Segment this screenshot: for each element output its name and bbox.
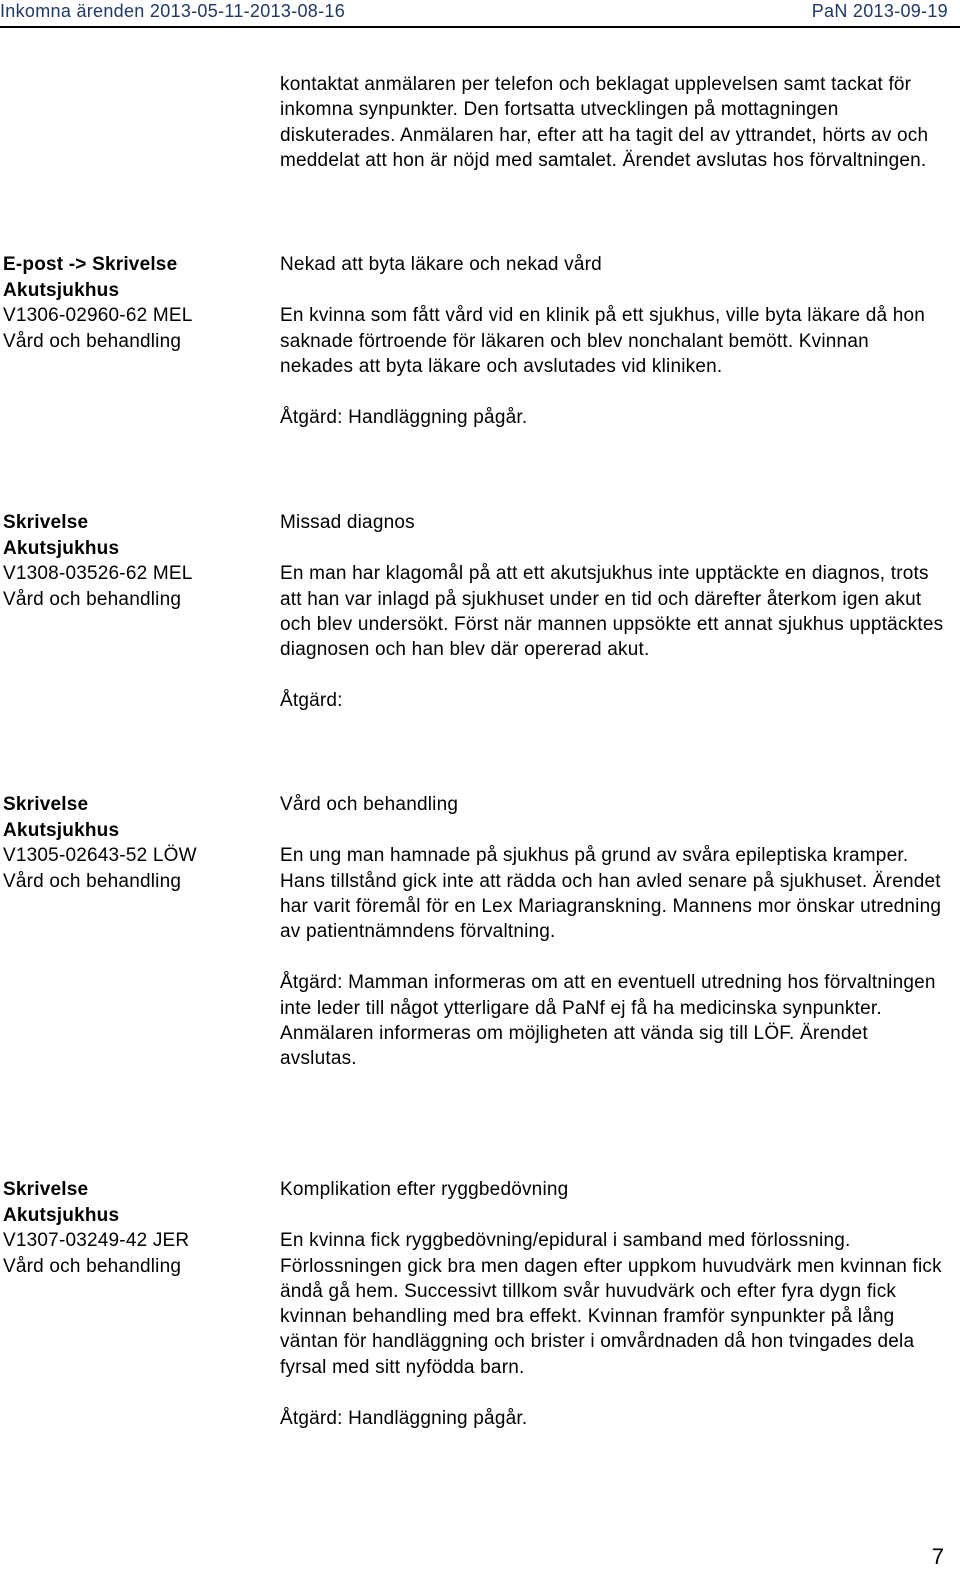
case-description: En ung man hamnade på sjukhus på grund av svåra epileptiska kramper. Hans tillstånd gick inte att rädda och han avled senare på sjukhuset. Ärendet har varit föremål för en Lex Mariagranskning. Mannens mor önskar utredning av patientnämndens förvaltning. [280, 845, 942, 943]
page-header [0, 0, 960, 28]
intro-paragraph: kontaktat anmälaren per telefon och beklagat upplevelsen samt tackat för inkomna synpunkter. Den fortsatta utvecklingen på mottagningen diskuterades. Anmälaren har, efter att ha tagit del av yttrandet, hörts av och meddelat att hon är nöjd med samtalet. Ärendet avslutas hos förvaltningen. [280, 74, 929, 171]
case-action: Åtgärd: Handläggning pågår. [280, 1408, 528, 1430]
case-id: V1305-02643-52 LÖW [3, 845, 197, 867]
header-date: PaN 2013-09-19 [811, 1, 948, 21]
case-meta [3, 1177, 263, 1279]
case-content [280, 1177, 945, 1431]
case-meta [3, 510, 263, 612]
case-id: V1306-02960-62 MEL [3, 305, 193, 327]
case-action: Åtgärd: Handläggning pågår. [280, 407, 528, 429]
case-type: Skrivelse [3, 1179, 89, 1200]
case-type: Skrivelse [3, 512, 89, 533]
case-content [280, 510, 945, 714]
case-category: Vård och behandling [3, 1255, 182, 1277]
case-category: Vård och behandling [3, 870, 182, 892]
case-unit: Akutsjukhus [3, 537, 120, 559]
case-title: Komplikation efter ryggbedövning [280, 1179, 569, 1200]
case-description: En kvinna som fått vård vid en klinik på ett sjukhus, ville byta läkare då hon saknade förtroende för läkaren och blev nonchalant bemött. Kvinnan nekades att byta läkare och avslutades vid kliniken. [280, 305, 926, 377]
case-unit: Akutsjukhus [3, 819, 120, 841]
case-unit: Akutsjukhus [3, 1204, 120, 1226]
case-title: Nekad att byta läkare och nekad vård [280, 254, 602, 275]
case-action: Åtgärd: [280, 690, 343, 712]
case-content [280, 792, 945, 1072]
case-meta [3, 792, 263, 894]
case-title: Vård och behandling [280, 794, 459, 815]
header-title: Inkomna ärenden 2013-05-11-2013-08-16 [0, 1, 346, 21]
case-id: V1307-03249-42 JER [3, 1230, 190, 1252]
case-meta [3, 252, 263, 354]
case-action: Åtgärd: Mamman informeras om att en eventuell utredning hos förvaltningen inte leder till något ytterligare då PaNf ej få ha medicinska synpunkter. Anmälaren informeras om möjligheten att vända sig till LÖF. Ärendet avslutas. [280, 972, 936, 1070]
case-title: Missad diagnos [280, 512, 415, 533]
case-category: Vård och behandling [3, 330, 182, 352]
case-content [280, 252, 945, 430]
case-type: Skrivelse [3, 794, 89, 815]
case-description: En kvinna fick ryggbedövning/epidural i samband med förlossning. Förlossningen gick bra men dagen efter uppkom huvudvärk men kvinnan fick ändå gå hem. Successivt tillkom svår huvudvärk och efter fyra dygn fick kvinnan behandling med bra effekt. Kvinnan framför synpunkter på lång väntan för handläggning och brister i omvårdnaden då hon tvingades dela fyrsal med sitt nyfödda barn. [280, 1230, 942, 1378]
case-id: V1308-03526-62 MEL [3, 563, 193, 585]
page-number: 7 [931, 1544, 944, 1569]
case-category: Vård och behandling [3, 588, 182, 610]
case-description: En man har klagomål på att ett akutsjukhus inte upptäckte en diagnos, trots att han var inlagd på sjukhuset under en tid och därefter återkom igen akut och blev undersökt. Först när mannen uppsökte ett annat sjukhus upptäcktes diagnosen och han blev där opererad akut. [280, 563, 944, 661]
case-type: E-post -> Skrivelse [3, 254, 178, 275]
case-unit: Akutsjukhus [3, 279, 120, 301]
